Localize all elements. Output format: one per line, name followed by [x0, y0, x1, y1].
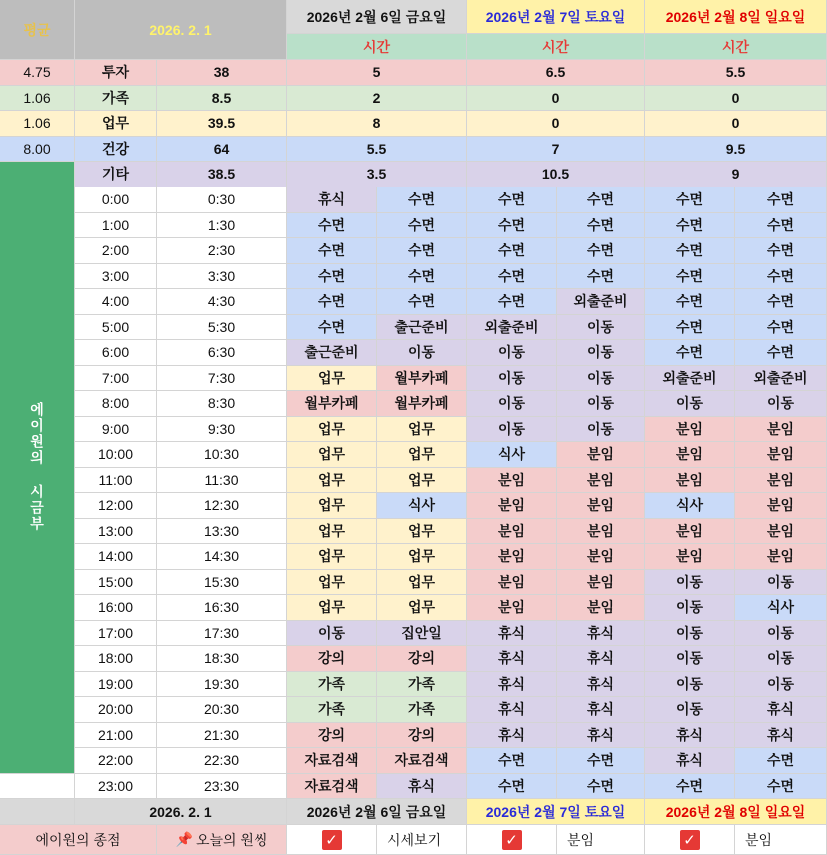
schedule-cell[interactable]: 이동 — [735, 621, 827, 647]
time-half: 19:30 — [157, 672, 287, 698]
schedule-cell[interactable]: 이동 — [645, 595, 735, 621]
schedule-cell[interactable]: 수면 — [467, 238, 557, 264]
summary-category: 투자 — [75, 60, 157, 86]
schedule-cell[interactable]: 수면 — [645, 238, 735, 264]
time-start: 9:00 — [75, 417, 157, 443]
time-start: 0:00 — [75, 187, 157, 213]
schedule-cell[interactable]: 집안일 — [377, 621, 467, 647]
schedule-cell[interactable]: 이동 — [557, 391, 645, 417]
time-half: 8:30 — [157, 391, 287, 417]
schedule-cell[interactable]: 수면 — [645, 315, 735, 341]
schedule-cell[interactable]: 자료검색 — [287, 774, 377, 800]
time-half: 20:30 — [157, 697, 287, 723]
schedule-cell[interactable]: 업무 — [287, 493, 377, 519]
time-header: 시간 — [467, 34, 645, 60]
time-half: 22:30 — [157, 748, 287, 774]
schedule-cell[interactable]: 수면 — [735, 748, 827, 774]
summary-total: 38.5 — [157, 162, 287, 188]
schedule-cell[interactable]: 수면 — [645, 289, 735, 315]
schedule-cell[interactable]: 업무 — [377, 442, 467, 468]
time-start: 1:00 — [75, 213, 157, 239]
schedule-cell[interactable]: 분임 — [735, 493, 827, 519]
schedule-cell[interactable]: 수면 — [735, 238, 827, 264]
schedule-cell[interactable]: 분임 — [557, 442, 645, 468]
schedule-cell[interactable]: 분임 — [645, 442, 735, 468]
schedule-cell[interactable]: 수면 — [645, 264, 735, 290]
schedule-cell[interactable]: 분임 — [645, 544, 735, 570]
schedule-cell[interactable]: 이동 — [645, 646, 735, 672]
schedule-cell[interactable]: 이동 — [467, 417, 557, 443]
time-half: 1:30 — [157, 213, 287, 239]
time-half: 16:30 — [157, 595, 287, 621]
schedule-cell[interactable]: 이동 — [645, 570, 735, 596]
schedule-cell[interactable]: 분임 — [557, 493, 645, 519]
time-half: 15:30 — [157, 570, 287, 596]
time-start: 3:00 — [75, 264, 157, 290]
time-start: 23:00 — [75, 774, 157, 800]
schedule-cell[interactable]: 분임 — [467, 519, 557, 545]
time-half: 18:30 — [157, 646, 287, 672]
summary-category: 건강 — [75, 137, 157, 163]
schedule-cell[interactable]: 업무 — [377, 570, 467, 596]
schedule-cell[interactable]: 식사 — [377, 493, 467, 519]
time-half: 5:30 — [157, 315, 287, 341]
schedule-cell[interactable]: 강의 — [377, 723, 467, 749]
checkbox-checked-icon[interactable]: ✓ — [502, 830, 522, 850]
time-start: 5:00 — [75, 315, 157, 341]
schedule-cell[interactable]: 분임 — [557, 570, 645, 596]
summary-day-value: 2 — [287, 86, 467, 112]
time-start: 10:00 — [75, 442, 157, 468]
schedule-cell[interactable]: 가족 — [287, 697, 377, 723]
wish-label-text: 오늘의 원씽 — [195, 831, 268, 848]
schedule-cell[interactable]: 이동 — [467, 366, 557, 392]
wish-label — [157, 825, 287, 855]
footer-day: 2026년 2월 8일 일요일 — [645, 799, 827, 825]
schedule-cell[interactable]: 강의 — [287, 723, 377, 749]
summary-day-value: 3.5 — [287, 162, 467, 188]
summary-day-value: 7 — [467, 137, 645, 163]
schedule-cell[interactable]: 분임 — [735, 468, 827, 494]
time-start: 14:00 — [75, 544, 157, 570]
time-start: 2:00 — [75, 238, 157, 264]
time-half: 14:30 — [157, 544, 287, 570]
schedule-cell[interactable]: 휴식 — [467, 672, 557, 698]
schedule-cell[interactable]: 휴식 — [467, 723, 557, 749]
schedule-cell[interactable]: 분임 — [467, 570, 557, 596]
schedule-cell[interactable]: 수면 — [557, 748, 645, 774]
side-label: 에이원의 시금부 — [0, 162, 75, 774]
schedule-cell[interactable]: 이동 — [557, 417, 645, 443]
schedule-cell[interactable]: 업무 — [287, 595, 377, 621]
time-half: 12:30 — [157, 493, 287, 519]
checkbox-cell[interactable] — [287, 825, 377, 855]
time-start: 18:00 — [75, 646, 157, 672]
schedule-cell[interactable]: 수면 — [377, 238, 467, 264]
schedule-cell[interactable]: 외출준비 — [735, 366, 827, 392]
schedule-cell[interactable]: 분임 — [467, 493, 557, 519]
schedule-cell[interactable]: 업무 — [377, 544, 467, 570]
time-start: 21:00 — [75, 723, 157, 749]
schedule-cell[interactable]: 업무 — [287, 468, 377, 494]
schedule-cell[interactable]: 휴식 — [557, 697, 645, 723]
time-half: 6:30 — [157, 340, 287, 366]
goal-label: 에이원의 종점 — [0, 825, 157, 855]
schedule-cell[interactable]: 분임 — [645, 417, 735, 443]
day-header: 2026년 2월 6일 금요일 — [287, 0, 467, 34]
schedule-cell[interactable]: 수면 — [287, 289, 377, 315]
summary-category: 기타 — [75, 162, 157, 188]
schedule-cell[interactable]: 업무 — [287, 442, 377, 468]
schedule-cell[interactable]: 분임 — [735, 417, 827, 443]
schedule-cell[interactable]: 이동 — [735, 570, 827, 596]
schedule-cell[interactable]: 수면 — [467, 289, 557, 315]
schedule-cell[interactable]: 휴식 — [645, 723, 735, 749]
schedule-cell[interactable]: 수면 — [287, 238, 377, 264]
time-start: 19:00 — [75, 672, 157, 698]
summary-total: 39.5 — [157, 111, 287, 137]
schedule-cell[interactable]: 식사 — [467, 442, 557, 468]
schedule-cell[interactable]: 외출준비 — [467, 315, 557, 341]
schedule-cell[interactable]: 이동 — [557, 315, 645, 341]
schedule-cell[interactable]: 수면 — [377, 187, 467, 213]
schedule-cell[interactable]: 업무 — [287, 417, 377, 443]
time-half: 7:30 — [157, 366, 287, 392]
schedule-cell[interactable]: 이동 — [467, 391, 557, 417]
time-start: 22:00 — [75, 748, 157, 774]
time-half: 23:30 — [157, 774, 287, 800]
schedule-cell[interactable]: 수면 — [287, 264, 377, 290]
summary-day-value: 8 — [287, 111, 467, 137]
schedule-cell[interactable]: 이동 — [377, 340, 467, 366]
footer-date: 2026. 2. 1 — [75, 799, 287, 825]
schedule-cell[interactable]: 분임 — [467, 595, 557, 621]
checkbox-checked-icon[interactable]: ✓ — [322, 830, 342, 850]
schedule-cell[interactable]: 휴식 — [557, 723, 645, 749]
schedule-cell[interactable]: 수면 — [557, 238, 645, 264]
summary-day-value: 6.5 — [467, 60, 645, 86]
schedule-cell[interactable]: 이동 — [645, 697, 735, 723]
schedule-cell[interactable]: 이동 — [287, 621, 377, 647]
schedule-cell[interactable]: 수면 — [467, 748, 557, 774]
time-start: 13:00 — [75, 519, 157, 545]
schedule-cell[interactable]: 업무 — [287, 544, 377, 570]
time-half: 17:30 — [157, 621, 287, 647]
schedule-cell[interactable]: 이동 — [735, 391, 827, 417]
schedule-cell[interactable]: 수면 — [645, 213, 735, 239]
schedule-cell[interactable]: 수면 — [377, 289, 467, 315]
schedule-cell[interactable]: 식사 — [645, 493, 735, 519]
time-half: 4:30 — [157, 289, 287, 315]
schedule-cell[interactable]: 출근준비 — [377, 315, 467, 341]
schedule-cell[interactable]: 분임 — [467, 468, 557, 494]
schedule-cell[interactable]: 가족 — [287, 672, 377, 698]
schedule-cell[interactable]: 수면 — [557, 774, 645, 800]
schedule-cell[interactable]: 수면 — [557, 213, 645, 239]
checkbox-cell[interactable] — [645, 825, 735, 855]
schedule-cell[interactable]: 분임 — [557, 468, 645, 494]
time-half: 13:30 — [157, 519, 287, 545]
wish-text[interactable]: 분임 — [557, 825, 645, 855]
schedule-cell[interactable]: 업무 — [377, 595, 467, 621]
schedule-cell[interactable]: 분임 — [735, 442, 827, 468]
schedule-cell[interactable]: 외출준비 — [557, 289, 645, 315]
schedule-cell[interactable]: 이동 — [735, 646, 827, 672]
schedule-cell[interactable]: 이동 — [557, 340, 645, 366]
schedule-cell[interactable]: 이동 — [735, 672, 827, 698]
time-header: 시간 — [645, 34, 827, 60]
summary-avg: 1.06 — [0, 111, 75, 137]
schedule-cell[interactable]: 업무 — [377, 417, 467, 443]
schedule-cell[interactable]: 수면 — [467, 774, 557, 800]
time-start: 4:00 — [75, 289, 157, 315]
summary-avg: 4.75 — [0, 60, 75, 86]
schedule-cell[interactable]: 분임 — [467, 544, 557, 570]
pushpin-icon: 📌 — [175, 831, 193, 847]
schedule-cell[interactable]: 수면 — [287, 315, 377, 341]
schedule-cell[interactable]: 수면 — [735, 289, 827, 315]
time-start: 16:00 — [75, 595, 157, 621]
schedule-cell[interactable]: 수면 — [735, 187, 827, 213]
schedule-cell[interactable]: 이동 — [557, 366, 645, 392]
schedule-cell[interactable]: 휴식 — [467, 697, 557, 723]
schedule-cell[interactable]: 업무 — [287, 366, 377, 392]
schedule-cell[interactable]: 수면 — [645, 774, 735, 800]
schedule-cell[interactable]: 휴식 — [645, 748, 735, 774]
summary-day-value: 9.5 — [645, 137, 827, 163]
schedule-cell[interactable]: 식사 — [735, 595, 827, 621]
summary-day-value: 0 — [467, 111, 645, 137]
schedule-cell[interactable]: 수면 — [557, 264, 645, 290]
summary-total: 64 — [157, 137, 287, 163]
summary-category: 가족 — [75, 86, 157, 112]
schedule-cell[interactable]: 외출준비 — [645, 366, 735, 392]
schedule-cell[interactable]: 수면 — [287, 213, 377, 239]
schedule-cell[interactable]: 자료검색 — [287, 748, 377, 774]
schedule-cell[interactable]: 휴식 — [557, 672, 645, 698]
schedule-cell[interactable]: 업무 — [287, 570, 377, 596]
schedule-cell[interactable]: 수면 — [467, 213, 557, 239]
time-start: 15:00 — [75, 570, 157, 596]
schedule-cell[interactable]: 업무 — [377, 519, 467, 545]
time-start: 17:00 — [75, 621, 157, 647]
schedule-cell[interactable]: 이동 — [645, 391, 735, 417]
schedule-cell[interactable]: 출근준비 — [287, 340, 377, 366]
summary-total: 38 — [157, 60, 287, 86]
summary-day-value: 5 — [287, 60, 467, 86]
summary-avg: 8.00 — [0, 137, 75, 163]
summary-day-value: 9 — [645, 162, 827, 188]
schedule-cell[interactable]: 수면 — [645, 340, 735, 366]
schedule-cell[interactable]: 수면 — [735, 315, 827, 341]
footer-day: 2026년 2월 6일 금요일 — [287, 799, 467, 825]
summary-avg: 1.06 — [0, 86, 75, 112]
schedule-cell[interactable]: 휴식 — [467, 646, 557, 672]
schedule-cell[interactable]: 월부카페 — [377, 391, 467, 417]
footer-day: 2026년 2월 7일 토요일 — [467, 799, 645, 825]
schedule-cell[interactable]: 분임 — [645, 468, 735, 494]
schedule-cell[interactable]: 수면 — [377, 213, 467, 239]
schedule-cell[interactable]: 가족 — [377, 697, 467, 723]
schedule-cell[interactable]: 수면 — [735, 340, 827, 366]
summary-day-value: 5.5 — [287, 137, 467, 163]
summary-day-value: 0 — [645, 111, 827, 137]
wish-text[interactable]: 시세보기 — [377, 825, 467, 855]
summary-day-value: 0 — [467, 86, 645, 112]
time-start: 7:00 — [75, 366, 157, 392]
blank-cell — [0, 774, 75, 800]
summary-category: 업무 — [75, 111, 157, 137]
schedule-cell[interactable]: 휴식 — [377, 774, 467, 800]
time-half: 0:30 — [157, 187, 287, 213]
schedule-cell[interactable]: 업무 — [287, 519, 377, 545]
schedule-cell[interactable]: 이동 — [645, 621, 735, 647]
summary-day-value: 10.5 — [467, 162, 645, 188]
day-header: 2026년 2월 8일 일요일 — [645, 0, 827, 34]
day-header: 2026년 2월 7일 토요일 — [467, 0, 645, 34]
schedule-cell[interactable]: 휴식 — [287, 187, 377, 213]
schedule-cell[interactable]: 수면 — [557, 187, 645, 213]
schedule-cell[interactable]: 휴식 — [735, 723, 827, 749]
schedule-cell[interactable]: 가족 — [377, 672, 467, 698]
schedule-cell[interactable]: 자료검색 — [377, 748, 467, 774]
time-half: 21:30 — [157, 723, 287, 749]
checkbox-checked-icon[interactable]: ✓ — [680, 830, 700, 850]
time-half: 3:30 — [157, 264, 287, 290]
schedule-cell[interactable]: 분임 — [735, 519, 827, 545]
schedule-cell[interactable]: 수면 — [645, 187, 735, 213]
schedule-cell[interactable]: 이동 — [467, 340, 557, 366]
schedule-cell[interactable]: 수면 — [735, 774, 827, 800]
time-half: 9:30 — [157, 417, 287, 443]
schedule-cell[interactable]: 수면 — [735, 264, 827, 290]
schedule-cell[interactable]: 분임 — [645, 519, 735, 545]
schedule-cell[interactable]: 강의 — [287, 646, 377, 672]
time-half: 10:30 — [157, 442, 287, 468]
summary-total: 8.5 — [157, 86, 287, 112]
time-half: 11:30 — [157, 468, 287, 494]
schedule-cell[interactable]: 휴식 — [735, 697, 827, 723]
schedule-cell[interactable]: 휴식 — [557, 646, 645, 672]
schedule-cell[interactable]: 월부카페 — [287, 391, 377, 417]
date-header: 2026. 2. 1 — [75, 0, 287, 60]
schedule-cell[interactable]: 분임 — [557, 519, 645, 545]
summary-day-value: 5.5 — [645, 60, 827, 86]
time-half: 2:30 — [157, 238, 287, 264]
schedule-cell[interactable]: 수면 — [735, 213, 827, 239]
time-start: 20:00 — [75, 697, 157, 723]
time-header: 시간 — [287, 34, 467, 60]
schedule-cell[interactable]: 수면 — [467, 264, 557, 290]
time-start: 6:00 — [75, 340, 157, 366]
schedule-cell[interactable]: 업무 — [377, 468, 467, 494]
schedule-cell[interactable]: 월부카페 — [377, 366, 467, 392]
wish-text[interactable]: 분임 — [735, 825, 827, 855]
time-start: 12:00 — [75, 493, 157, 519]
schedule-cell[interactable]: 수면 — [377, 264, 467, 290]
schedule-cell[interactable]: 이동 — [645, 672, 735, 698]
avg-header: 평균 — [0, 0, 75, 60]
summary-day-value: 0 — [645, 86, 827, 112]
time-start: 8:00 — [75, 391, 157, 417]
time-start: 11:00 — [75, 468, 157, 494]
schedule-cell[interactable]: 휴식 — [467, 621, 557, 647]
schedule-cell[interactable]: 분임 — [557, 595, 645, 621]
schedule-cell[interactable]: 강의 — [377, 646, 467, 672]
schedule-cell[interactable]: 분임 — [557, 544, 645, 570]
schedule-cell[interactable]: 휴식 — [557, 621, 645, 647]
checkbox-cell[interactable] — [467, 825, 557, 855]
schedule-cell[interactable]: 수면 — [467, 187, 557, 213]
schedule-cell[interactable]: 분임 — [735, 544, 827, 570]
footer-blank — [0, 799, 75, 825]
